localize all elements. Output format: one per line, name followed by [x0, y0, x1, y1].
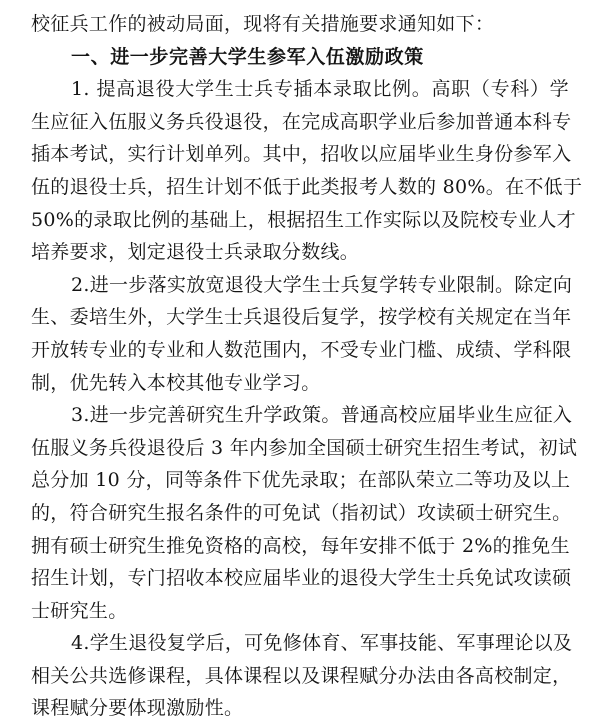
- intro-line: 校征兵工作的被动局面，现将有关措施要求通知如下：: [31, 13, 495, 35]
- paragraph-line: 生应征入伍服义务兵役退役，在完成高职学业后参加普通本科专: [31, 110, 572, 133]
- paragraph-line: 课程赋分要体现激励性。: [31, 697, 244, 720]
- paragraph-line: 伍的退役士兵，招生计划不低于此类报考人数的 80%。在不低于: [31, 175, 583, 198]
- paragraph-4: [31, 627, 573, 725]
- paragraph-line: 士研究生。: [31, 599, 128, 622]
- paragraph-line: 生、委培生外，大学生士兵退役后复学，按学校有关规定在当年: [31, 306, 572, 329]
- paragraph-line: 总分加 10 分，同等条件下优先录取；在部队荣立二等功及以上: [31, 469, 571, 492]
- paragraph-line: 3.进一步完善研究生升学政策。普通高校应届毕业生应征入: [71, 404, 573, 427]
- paragraph-line: 50%的录取比例的基础上，根据招生工作实际以及院校专业人才: [31, 208, 576, 231]
- paragraph-line: 开放转专业的专业和人数范围内，不受专业门槛、成绩、学科限: [31, 338, 572, 361]
- paragraph-2: [31, 269, 573, 399]
- paragraph-line: 相关公共选修课程，具体课程以及课程赋分办法由各高校制定，: [31, 664, 572, 687]
- paragraph-line: 的，符合研究生报名条件的可免试（指初试）攻读硕士研究生。: [31, 501, 572, 524]
- paragraph-3: [31, 399, 578, 627]
- paragraph-line: 1. 提高退役大学生士兵专插本录取比例。高职（专科）学: [71, 78, 569, 101]
- paragraph-line: 2.进一步落实放宽退役大学生士兵复学转专业限制。除定向: [71, 273, 573, 296]
- paragraph-line: 招生计划，专门招收本校应届毕业的退役大学生士兵免试攻读硕: [31, 567, 572, 590]
- paragraph-line: 制，优先转入本校其他专业学习。: [31, 371, 321, 394]
- paragraph-1: [31, 73, 583, 269]
- paragraph-line: 伍服义务兵役退役后 3 年内参加全国硕士研究生招生考试，初试: [31, 436, 578, 459]
- section-heading: 一、进一步完善大学生参军入伍激励政策: [71, 45, 424, 68]
- paragraph-line: 培养要求，划定退役士兵录取分数线。: [31, 241, 360, 264]
- paragraph-line: 插本考试，实行计划单列。其中，招收以应届毕业生身份参军入: [31, 143, 572, 166]
- paragraph-line: 拥有硕士研究生推免资格的高校，每年安排不低于 2%的推免生: [31, 534, 570, 557]
- paragraph-line: 4.学生退役复学后，可免修体育、军事技能、军事理论以及: [71, 632, 573, 655]
